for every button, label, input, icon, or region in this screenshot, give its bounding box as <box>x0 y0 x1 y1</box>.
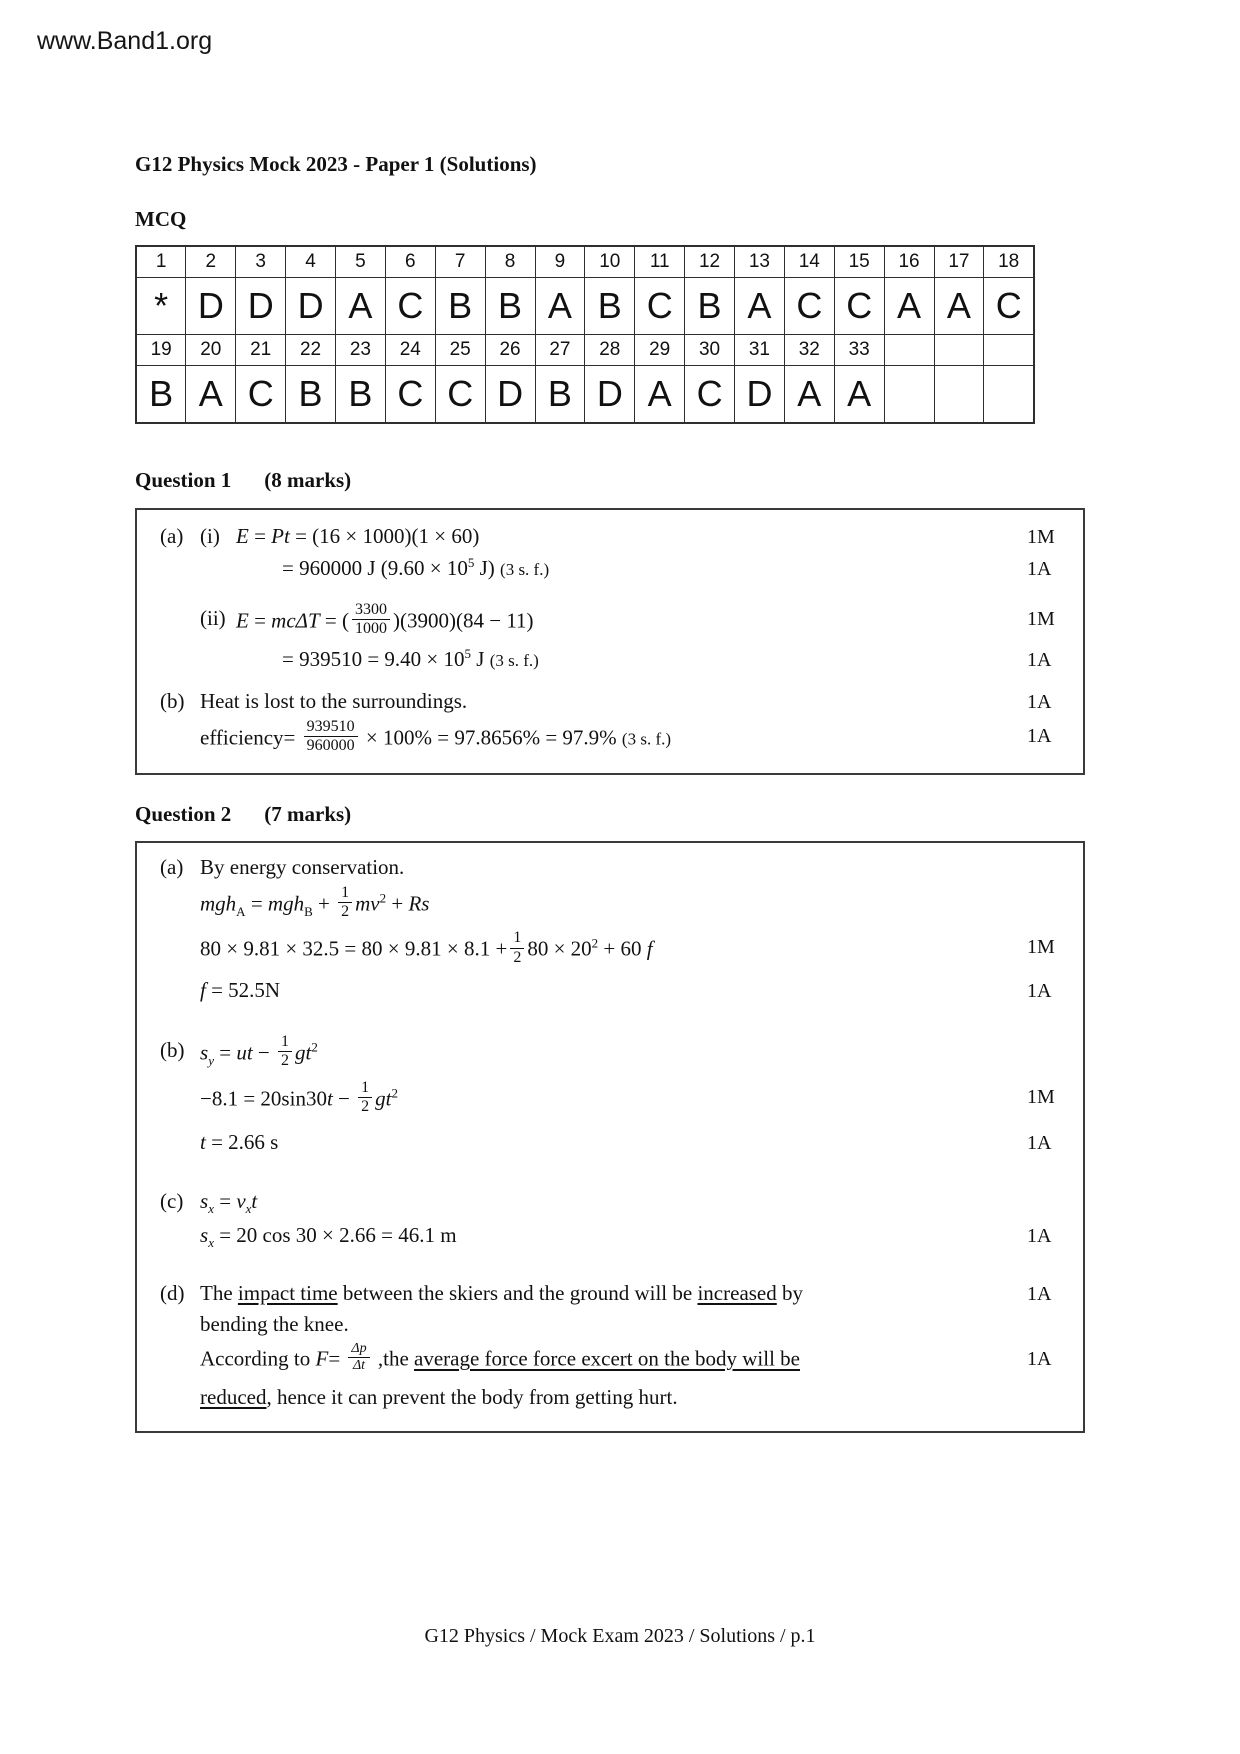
document-title: G12 Physics Mock 2023 - Paper 1 (Solutions) <box>135 152 537 176</box>
sig-fig-note: (3 s. f.) <box>621 729 672 749</box>
q2-a-numeric-equation <box>200 929 1027 970</box>
q1-a-i-line2 <box>137 554 1083 584</box>
mcq-number-cell: 24 <box>385 335 435 366</box>
mcq-number-cell: 32 <box>784 335 834 366</box>
eq-variable: t <box>251 1189 258 1214</box>
eq-variable: E <box>236 524 249 548</box>
eq-text: = 52.5N <box>205 978 281 1003</box>
eq-text: − <box>252 1040 275 1065</box>
mcq-answer-cell: * <box>136 278 186 335</box>
mark-label: 1M <box>1027 526 1055 548</box>
eq-variable: s <box>200 1223 209 1248</box>
eq-text: 80 × 9.81 × 32.5 = 80 × 9.81 × 8.1 + <box>200 937 508 962</box>
q1-part-i-label: (i) <box>200 524 220 548</box>
eq-variable: F <box>315 1346 329 1371</box>
mcq-answer-cell: A <box>336 278 386 335</box>
mcq-number-cell: 22 <box>286 335 336 366</box>
mcq-answer-cell: C <box>385 278 435 335</box>
eq-text: = <box>328 1346 346 1371</box>
eq-variable: s <box>200 1189 209 1214</box>
eq-variable: t <box>200 1129 206 1154</box>
superscript: 2 <box>379 890 387 906</box>
mcq-answer-cell: D <box>286 278 336 335</box>
q2-d-statement-1 <box>200 1279 1027 1309</box>
mcq-number-cell: 12 <box>685 246 735 278</box>
q1-a-ii-line1 <box>137 600 1083 642</box>
mcq-answer-cell: C <box>435 366 485 424</box>
q2-a-result <box>200 976 1027 1006</box>
underlined-text: average force force excert on the body will be <box>414 1346 800 1371</box>
mark-label: 1A <box>1027 557 1052 580</box>
question2-title: Question 2 <box>135 801 232 826</box>
eq-text: = 2.66 s <box>205 1129 279 1154</box>
eq-text: = 939510 = 9.40 × 10 <box>282 647 465 672</box>
eq-text: 80 × 20 <box>527 937 592 962</box>
underlined-text: impact time <box>237 1280 338 1305</box>
q2-d-line2 <box>137 1310 1083 1340</box>
mark-label: 1A <box>1027 725 1052 748</box>
eq-variable: v <box>236 1189 246 1214</box>
q1-b-efficiency-equation <box>200 718 1027 759</box>
subscript: y <box>208 1052 214 1068</box>
q2-d-statement-2: bending the knee. <box>200 1312 349 1337</box>
q1-b-line1 <box>137 687 1083 717</box>
q2-b-line2 <box>137 1078 1083 1120</box>
mcq-answer-cell: D <box>186 278 236 335</box>
mcq-answer-cell: A <box>784 366 834 424</box>
eq-text: efficiency= <box>200 725 301 750</box>
subscript: B <box>304 903 313 919</box>
mcq-number-row-2 <box>136 335 1034 366</box>
eq-text: + 60 <box>598 937 647 962</box>
eq-variable: mv <box>355 891 380 916</box>
eq-text: + <box>386 891 409 916</box>
fraction-denominator: 2 <box>281 1052 289 1070</box>
mark-label: 1M <box>1027 936 1055 959</box>
q1-part-ii-label: (ii) <box>200 605 226 630</box>
eq-text: = 960000 J (9.60 × 10 <box>282 555 468 580</box>
fraction-numerator: 939510 <box>304 718 358 737</box>
mcq-number-cell: 28 <box>585 335 635 366</box>
q2-b-equation-1 <box>200 1033 1027 1074</box>
mcq-number-cell: 19 <box>136 335 186 366</box>
mcq-answer-cell <box>984 366 1034 424</box>
fraction <box>358 1079 372 1117</box>
q2-a-energy-equation <box>200 883 1027 925</box>
mcq-number-cell: 11 <box>635 246 685 278</box>
mcq-number-cell <box>934 335 984 366</box>
mcq-answer-cell: A <box>934 278 984 335</box>
fraction <box>338 884 352 922</box>
page-footer: G12 Physics / Mock Exam 2023 / Solutions / p.1 <box>424 1625 816 1647</box>
mark-label: 1M <box>1027 607 1055 630</box>
fraction-numerator: 1 <box>278 1033 292 1052</box>
eq-text: J) <box>474 555 501 580</box>
q2-d-statement-3 <box>200 1341 1027 1377</box>
q2-part-c-label: (c) <box>160 1189 184 1214</box>
fraction-denominator: 2 <box>361 1098 370 1116</box>
superscript: 2 <box>591 936 599 952</box>
question1-title: Question 1 <box>135 468 232 492</box>
q1-a-ii-equation-2 <box>282 645 1027 675</box>
mcq-number-cell: 13 <box>735 246 785 278</box>
mcq-answer-cell: D <box>485 366 535 424</box>
mark-placeholder <box>1027 1383 1067 1384</box>
mcq-number-cell: 30 <box>685 335 735 366</box>
eq-variable: gt <box>375 1086 392 1111</box>
mcq-number-cell <box>984 335 1034 366</box>
q1-b-statement: Heat is lost to the surroundings. <box>200 689 468 714</box>
mcq-answer-cell: C <box>385 366 435 424</box>
eq-text: = (16 × 1000)(1 × 60) <box>289 524 480 548</box>
fraction-denominator: 1000 <box>355 620 388 638</box>
mark-placeholder <box>1027 853 1067 854</box>
eq-text: ,the <box>372 1346 415 1371</box>
eq-text: = <box>245 891 268 916</box>
mcq-answer-cell: B <box>485 278 535 335</box>
eq-variable: Rs <box>408 891 430 916</box>
sig-fig-note: (3 s. f.) <box>489 651 539 671</box>
fraction <box>348 1341 369 1374</box>
eq-text: = <box>213 1040 237 1065</box>
fraction-numerator: Δp <box>348 1341 369 1358</box>
mcq-number-cell: 31 <box>735 335 785 366</box>
mark-placeholder <box>1027 1310 1067 1311</box>
mcq-number-cell: 9 <box>535 246 585 278</box>
q2-d-line3 <box>137 1341 1083 1377</box>
q1-a-ii-equation-1 <box>236 600 1027 642</box>
eq-variable: mgh <box>267 891 305 916</box>
q2-d-statement-4 <box>200 1383 1027 1413</box>
eq-variable: f <box>200 978 206 1003</box>
eq-variable: f <box>646 937 653 962</box>
mcq-answer-cell: C <box>834 278 884 335</box>
q1-part-b-label: (b) <box>160 689 185 714</box>
eq-text: The <box>200 1280 238 1305</box>
fraction-numerator: 1 <box>358 1079 372 1098</box>
mcq-answer-cell: A <box>884 278 934 335</box>
question1-marks-total: (8 marks) <box>264 468 352 492</box>
mcq-answer-table <box>135 245 1035 424</box>
mcq-answer-cell: B <box>435 278 485 335</box>
mcq-number-row-1 <box>136 246 1034 278</box>
mcq-answer-cell: A <box>635 366 685 424</box>
fraction-numerator: 1 <box>338 884 352 903</box>
eq-variable: mgh <box>200 891 237 916</box>
mcq-answer-cell: B <box>286 366 336 424</box>
q2-c-line2 <box>137 1221 1083 1253</box>
mcq-answer-cell: A <box>535 278 585 335</box>
q1-a-ii-line2 <box>137 645 1083 675</box>
subscript: A <box>236 903 246 919</box>
q1-a-i-line1 <box>137 522 1083 552</box>
q2-part-d-label: (d) <box>160 1280 185 1305</box>
mark-label: 1A <box>1027 691 1052 714</box>
q1-a-i-equation-2 <box>282 554 1027 584</box>
mcq-answer-cell: C <box>236 366 286 424</box>
q2-c-equation-2 <box>200 1221 1027 1253</box>
eq-text: = <box>248 608 272 633</box>
mcq-number-cell: 2 <box>186 246 236 278</box>
mcq-number-cell: 20 <box>186 335 236 366</box>
mcq-answer-cell: D <box>236 278 286 335</box>
mcq-answer-cell: A <box>186 366 236 424</box>
eq-text: + <box>312 891 336 916</box>
mcq-number-cell: 23 <box>336 335 386 366</box>
mcq-number-cell: 14 <box>784 246 834 278</box>
q2-a-line3 <box>137 929 1083 970</box>
eq-text: − <box>332 1086 356 1111</box>
mcq-heading: MCQ <box>135 207 187 231</box>
eq-text: J <box>471 647 490 672</box>
mcq-answer-cell: B <box>585 278 635 335</box>
eq-variable: s <box>200 1040 209 1065</box>
subscript: x <box>208 1201 214 1217</box>
mcq-number-cell: 4 <box>286 246 336 278</box>
mcq-number-cell: 6 <box>385 246 435 278</box>
mcq-number-cell: 21 <box>236 335 286 366</box>
underlined-text: reduced <box>200 1385 267 1410</box>
fraction <box>510 929 524 967</box>
mark-label: 1A <box>1027 1131 1052 1154</box>
subscript: x <box>208 1235 214 1251</box>
eq-text: = <box>248 524 272 548</box>
mcq-answer-cell: A <box>834 366 884 424</box>
mcq-number-cell: 10 <box>585 246 635 278</box>
question2-heading <box>135 802 1085 827</box>
mcq-number-cell <box>884 335 934 366</box>
mcq-answer-cell: C <box>685 366 735 424</box>
q2-c-line1 <box>137 1187 1083 1219</box>
mark-label: 1A <box>1027 1348 1052 1371</box>
mcq-answer-cell: D <box>735 366 785 424</box>
mcq-answer-cell: B <box>685 278 735 335</box>
document-content <box>135 0 1085 1433</box>
q2-a-line1 <box>137 853 1083 883</box>
mcq-answer-cell: C <box>784 278 834 335</box>
q2-b-line3 <box>137 1128 1083 1158</box>
mcq-answer-cell <box>884 366 934 424</box>
fraction-numerator: 3300 <box>352 601 390 620</box>
mark-label: 1A <box>1027 649 1052 672</box>
mcq-number-cell: 17 <box>934 246 984 278</box>
eq-variable: mcΔT <box>271 608 320 633</box>
q2-b-equation-2 <box>200 1078 1027 1120</box>
mcq-number-cell: 16 <box>884 246 934 278</box>
mcq-number-cell: 33 <box>834 335 884 366</box>
q2-a-statement: By energy conservation. <box>200 854 405 879</box>
underlined-text: increased <box>697 1280 777 1305</box>
mcq-number-cell: 27 <box>535 335 585 366</box>
mcq-answer-cell: D <box>585 366 635 424</box>
mcq-answer-cell: B <box>336 366 386 424</box>
subscript: x <box>245 1201 252 1217</box>
mark-placeholder <box>1027 887 1067 888</box>
q2-part-b-label: (b) <box>160 1038 185 1062</box>
fraction-denominator: 2 <box>341 903 350 921</box>
fraction <box>304 718 358 756</box>
eq-text: = ( <box>319 608 350 633</box>
eq-variable: t <box>326 1086 333 1111</box>
q2-b-line1 <box>137 1033 1083 1074</box>
mcq-number-cell: 29 <box>635 335 685 366</box>
q1-part-a-label: (a) <box>160 524 184 548</box>
mark-label: 1A <box>1027 980 1052 1003</box>
eq-text: According to <box>200 1346 316 1371</box>
mark-placeholder <box>1027 1187 1067 1188</box>
eq-variable: E <box>236 608 249 633</box>
superscript: 2 <box>311 1039 318 1055</box>
sig-fig-note: (3 s. f.) <box>500 559 550 579</box>
q2-c-equation-1 <box>200 1187 1027 1219</box>
eq-text: , hence it can prevent the body from getting hurt. <box>266 1385 678 1410</box>
mcq-answer-cell <box>934 366 984 424</box>
question2-answer-box <box>135 841 1085 1433</box>
mcq-number-cell: 18 <box>984 246 1034 278</box>
mark-placeholder <box>1027 1036 1067 1037</box>
mcq-number-cell: 26 <box>485 335 535 366</box>
eq-text: −8.1 = 20sin30 <box>200 1086 327 1111</box>
question1-answer-box <box>135 508 1085 775</box>
fraction-numerator: 1 <box>510 929 524 948</box>
mcq-number-cell: 1 <box>136 246 186 278</box>
q2-part-a-label: (a) <box>160 854 184 879</box>
fraction-denominator: Δt <box>352 1358 366 1374</box>
q2-a-line2 <box>137 883 1083 925</box>
fraction <box>278 1033 292 1071</box>
mcq-number-cell: 25 <box>435 335 485 366</box>
question2-marks-total: (7 marks) <box>264 801 352 826</box>
mcq-answer-cell: B <box>535 366 585 424</box>
mcq-answer-cell: A <box>735 278 785 335</box>
eq-variable: Pt <box>271 524 290 548</box>
fraction-denominator: 2 <box>513 948 522 966</box>
mcq-number-cell: 7 <box>435 246 485 278</box>
mcq-answer-cell: C <box>635 278 685 335</box>
mcq-number-cell: 5 <box>336 246 386 278</box>
q1-a-i-equation-1 <box>236 522 1027 552</box>
eq-text: × 100% = 97.8656% = 97.9% <box>360 725 622 750</box>
mark-label: 1A <box>1027 1282 1052 1305</box>
eq-variable: gt <box>295 1040 312 1065</box>
fraction-denominator: 960000 <box>306 737 355 755</box>
eq-text: between the skiers and the ground will be <box>337 1280 698 1305</box>
q2-a-line4 <box>137 976 1083 1006</box>
mcq-answer-row-1 <box>136 278 1034 335</box>
fraction <box>352 601 390 639</box>
mcq-answer-cell: C <box>984 278 1034 335</box>
eq-text: = 20 cos 30 × 2.66 = 46.1 m <box>213 1223 457 1248</box>
site-watermark: www.Band1.org <box>37 27 213 55</box>
q1-b-line2 <box>137 718 1083 759</box>
eq-variable: ut <box>236 1040 253 1065</box>
mcq-answer-cell: B <box>136 366 186 424</box>
mcq-number-cell: 15 <box>834 246 884 278</box>
q2-d-line1 <box>137 1279 1083 1309</box>
mark-label: 1A <box>1027 1225 1052 1248</box>
superscript: 5 <box>467 554 475 570</box>
mcq-number-cell: 8 <box>485 246 535 278</box>
mcq-number-cell: 3 <box>236 246 286 278</box>
mark-label: 1M <box>1027 1085 1055 1108</box>
q2-d-line4 <box>137 1383 1083 1413</box>
superscript: 2 <box>391 1085 398 1101</box>
q2-b-result <box>200 1128 1027 1158</box>
eq-text: = <box>213 1189 237 1214</box>
eq-text: by <box>776 1280 804 1305</box>
question1-heading <box>135 468 1085 493</box>
mcq-answer-row-2 <box>136 366 1034 424</box>
superscript: 5 <box>464 646 472 662</box>
eq-text: )(3900)(84 − 11) <box>393 608 534 633</box>
